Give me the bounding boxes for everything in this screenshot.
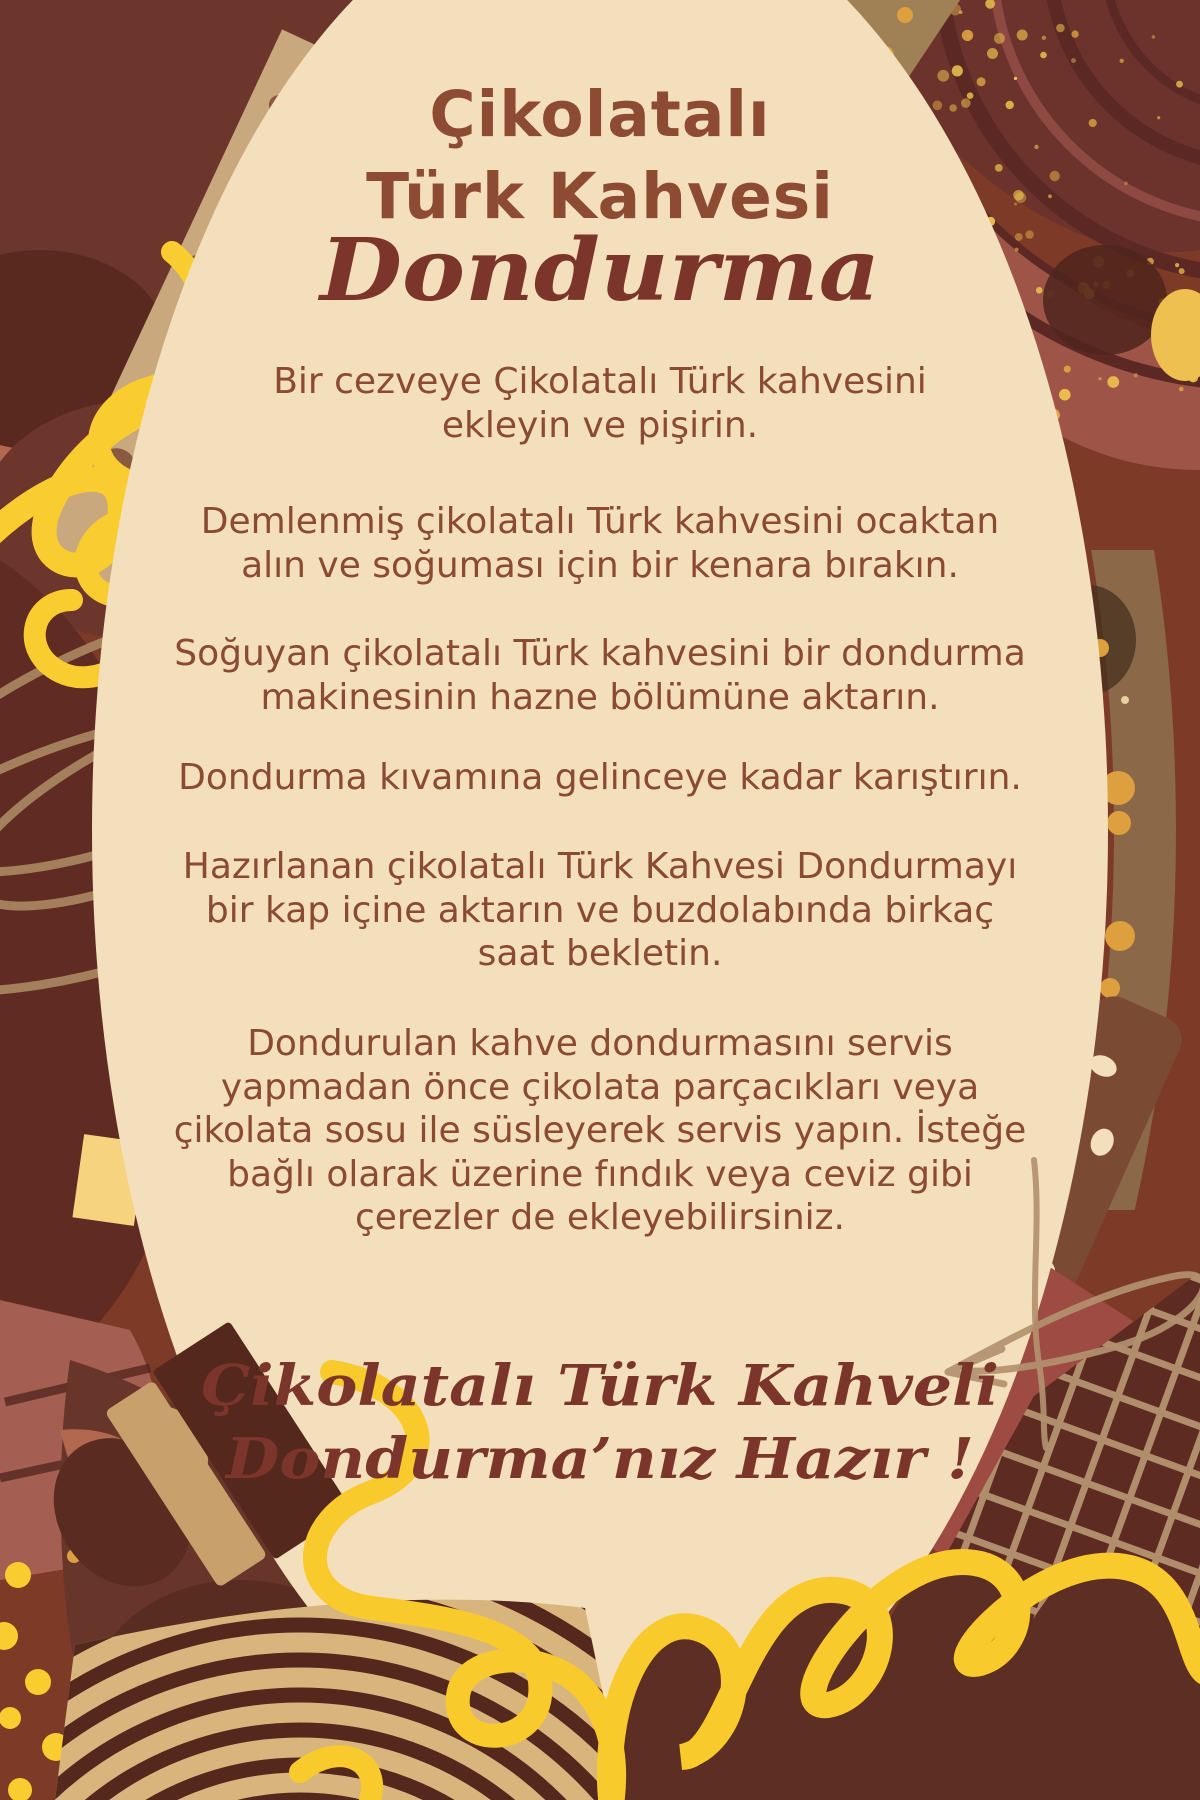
recipe-step-1: Bir cezveye Çikolatalı Türk kahvesini ekleyin ve pişirin. (273, 361, 927, 446)
recipe-step-4: Dondurma kıvamına gelinceye kadar karıştırın. (178, 757, 1022, 798)
recipe-title: Çikolatalı Türk Kahvesi (366, 78, 834, 233)
recipe-step-5: Hazırlanan çikolatalı Türk Kahvesi Dondurmayı bir kap içine aktarın ve buzdolabında birkaç saat bekletin. (182, 846, 1018, 975)
recipe-step-6: Dondurulan kahve dondurmasını servis yapmadan önce çikolata parçacıkları veya çikolata sosu ile süsleyerek servis yapın. İsteğe bağlı olarak üzerine fındık veya ceviz gibi çerezler de ekleyebilirsiniz. (173, 1023, 1027, 1239)
recipe-step-2: Demlenmiş çikolatalı Türk kahvesini ocaktan alın ve soğuması için bir kenara bırakın. (200, 501, 1000, 586)
recipe-step-3: Soğuyan çikolatalı Türk kahvesini bir dondurma makinesinin hazne bölümüne aktarın. (174, 633, 1026, 718)
recipe-title-script: Dondurma (319, 220, 881, 321)
recipe-footer: Çikolatalı Türk Kahveli Dondurma’nız Hazır ! (201, 1353, 999, 1492)
